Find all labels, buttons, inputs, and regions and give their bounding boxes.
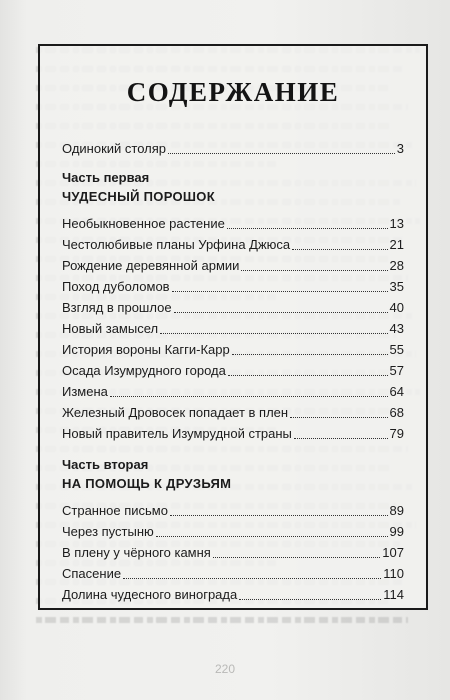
- toc-entry-page: 55: [389, 342, 404, 357]
- toc-entry-page: 64: [389, 384, 404, 399]
- toc-entry: [62, 402, 404, 423]
- toc-entry-label: Взгляд в прошлое: [62, 300, 172, 315]
- toc-entry: [62, 255, 404, 276]
- dot-leader: [290, 416, 387, 418]
- toc-entry-page: 114: [383, 587, 404, 602]
- toc-entry-label: Долина чудесного винограда: [62, 587, 238, 602]
- show-through-line: [36, 610, 408, 629]
- toc-entry-label: Железный Дровосек попадает в плен: [62, 405, 289, 420]
- toc-entry-page: 107: [382, 545, 404, 560]
- dot-leader: [294, 437, 388, 439]
- part-title: ЧУДЕСНЫЙ ПОРОШОК: [62, 189, 215, 204]
- toc-entry: [62, 234, 404, 255]
- part-heading: Часть вторая: [62, 457, 149, 472]
- contents-frame: [38, 44, 428, 610]
- toc-entry: [62, 521, 404, 542]
- toc-entry-label: Поход дуболомов: [62, 279, 170, 294]
- dot-leader: [172, 290, 388, 292]
- toc-entry-label: Через пустыню: [62, 524, 154, 539]
- toc-entry-page: 21: [389, 237, 404, 252]
- dot-leader: [174, 311, 388, 313]
- toc-entry-label: Необыкновенное растение: [62, 216, 225, 231]
- table-of-contents: [62, 138, 404, 605]
- toc-entry-page: 35: [389, 279, 404, 294]
- part-heading: Часть первая: [62, 170, 150, 185]
- dot-leader: [156, 535, 388, 537]
- toc-entry-label: Честолюбивые планы Урфина Джюса: [62, 237, 291, 252]
- toc-entry-page: 57: [389, 363, 404, 378]
- dot-leader: [110, 395, 388, 397]
- toc-entry: [62, 360, 404, 381]
- toc-entry: [62, 423, 404, 444]
- toc-entry: [62, 339, 404, 360]
- toc-entry-label: Одинокий столяр: [62, 141, 167, 156]
- toc-entry: [62, 213, 404, 234]
- toc-entry-page: 68: [389, 405, 404, 420]
- dot-leader: [227, 227, 388, 229]
- dot-leader: [241, 269, 387, 271]
- toc-entry-label: Спасение: [62, 566, 122, 581]
- part-title: НА ПОМОЩЬ К ДРУЗЬЯМ: [62, 476, 232, 491]
- toc-entry: [62, 276, 404, 297]
- toc-entry: [62, 138, 404, 159]
- toc-entry-page: 28: [389, 258, 404, 273]
- dot-leader: [228, 374, 388, 376]
- dot-leader: [168, 152, 395, 154]
- dot-leader: [213, 556, 380, 558]
- toc-entry: [62, 542, 404, 563]
- toc-entry-label: Измена: [62, 384, 108, 399]
- dot-leader: [123, 577, 381, 579]
- toc-entry: [62, 318, 404, 339]
- toc-entry-page: 89: [389, 503, 404, 518]
- toc-entry: [62, 500, 404, 521]
- toc-entry-label: История вороны Кагги-Карр: [62, 342, 230, 357]
- toc-entry-page: 40: [389, 300, 404, 315]
- toc-entry-label: Странное письмо: [62, 503, 168, 518]
- dot-leader: [232, 353, 388, 355]
- toc-entry-page: 43: [389, 321, 404, 336]
- toc-entry: [62, 297, 404, 318]
- dot-leader: [160, 332, 387, 334]
- toc-entry-label: В плену у чёрного камня: [62, 545, 211, 560]
- toc-entry-page: 110: [383, 566, 404, 581]
- dot-leader: [292, 248, 387, 250]
- dot-leader: [239, 598, 381, 600]
- toc-entry-page: 3: [396, 141, 404, 156]
- toc-entry-page: 13: [389, 216, 404, 231]
- toc-entry: [62, 381, 404, 402]
- toc-entry-page: 99: [389, 524, 404, 539]
- toc-entry: [62, 563, 404, 584]
- page-number: 220: [214, 662, 236, 676]
- toc-entry-label: Осада Изумрудного города: [62, 363, 226, 378]
- toc-entry-label: Новый правитель Изумрудной страны: [62, 426, 292, 441]
- toc-entry-label: Новый замысел: [62, 321, 159, 336]
- dot-leader: [170, 514, 388, 516]
- page-title: СОДЕРЖАНИЕ: [126, 77, 340, 107]
- toc-entry: [62, 584, 404, 605]
- toc-entry-label: Рождение деревянной армии: [62, 258, 240, 273]
- toc-entry-page: 79: [389, 426, 404, 441]
